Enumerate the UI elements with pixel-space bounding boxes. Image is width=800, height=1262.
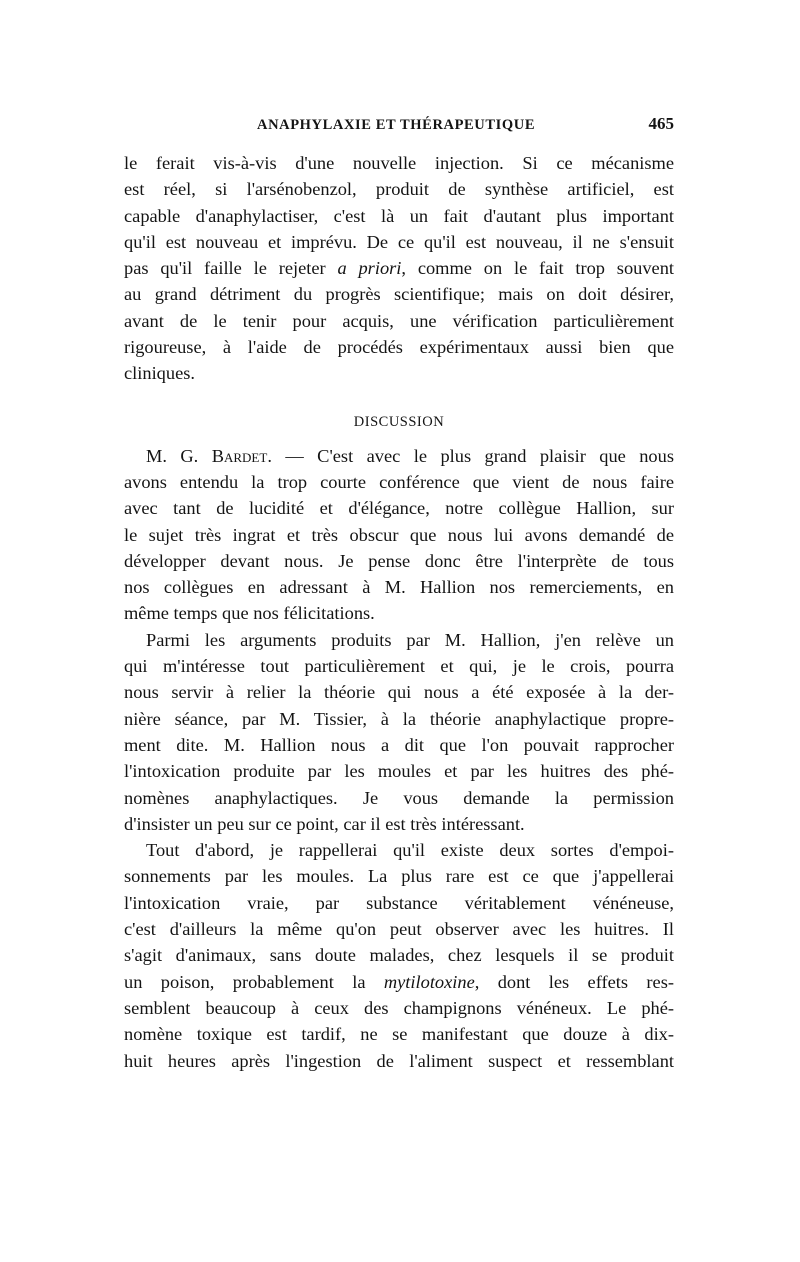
italic-term: mytilotoxine (383, 971, 475, 992)
text-fragment: un poison, probablement la (124, 971, 384, 992)
text-line: nomènes anaphylactiques. Je vous demande la permission (124, 787, 674, 808)
text-line (124, 255, 674, 281)
text-line: est réel, si l'arsénobenzol, produit de synthèse artificiel, est (124, 179, 674, 200)
intro-paragraph (124, 150, 674, 387)
text-line: c'est d'ailleurs la même qu'on peut observer avec les huitres. Il (124, 919, 674, 940)
discussion-paragraph-1 (124, 443, 674, 627)
text-line (124, 969, 674, 995)
text-line: qu'il est nouveau et imprévu. De ce qu'il est nouveau, il ne s'ensuit (124, 231, 674, 252)
speaker-suffix: . — C'est avec le plus grand plaisir que nous (267, 445, 674, 466)
text-line: avons entendu la trop courte conférence que vient de nous faire (124, 471, 674, 492)
discussion-paragraph-3 (124, 837, 674, 1074)
text-line: nière séance, par M. Tissier, à la théorie anaphylactique propre- (124, 708, 674, 729)
text-line: ment dite. M. Hallion nous a dit que l'on pouvait rapprocher (124, 734, 674, 755)
text-line: capable d'anaphylactiser, c'est là un fait d'autant plus important (124, 205, 674, 226)
discussion-paragraph-2 (124, 627, 674, 837)
text-line: au grand détriment du progrès scientifique; mais on doit désirer, (124, 284, 674, 305)
text-line: semblent beaucoup à ceux des champignons vénéneux. Le phé- (124, 997, 674, 1018)
running-title: ANAPHYLAXIE ET THÉRAPEUTIQUE (257, 117, 536, 133)
text-line: nous servir à relier la théorie qui nous a été exposée à la der- (124, 682, 674, 703)
text-line: d'insister un peu sur ce point, car il est très intéressant. (124, 813, 525, 834)
running-head (124, 114, 674, 137)
text-line: qui m'intéresse tout particulièrement et qui, je le crois, pourra (124, 656, 674, 677)
text-line: s'agit d'animaux, sans doute malades, chez lesquels il se produit (124, 945, 674, 966)
text-fragment: pas qu'il faille le rejeter (124, 258, 338, 279)
text-fragment: , dont les effets res- (474, 971, 674, 992)
text-line: Parmi les arguments produits par M. Hallion, j'en relève un (146, 629, 674, 650)
text-line (124, 443, 674, 469)
discussion-heading: DISCUSSION (353, 413, 445, 430)
text-line: nos collègues en adressant à M. Hallion nos remerciements, en (124, 577, 674, 598)
text-line: huit heures après l'ingestion de l'aliment suspect et ressemblant (124, 1050, 674, 1071)
text-line: le sujet très ingrat et très obscur que nous lui avons demandé de (124, 524, 674, 545)
text-line: l'intoxication vraie, par substance véritablement vénéneuse, (124, 892, 674, 913)
text-line: nomène toxique est tardif, ne se manifestant que douze à dix- (124, 1024, 674, 1045)
text-line: développer devant nous. Je pense donc être l'interprète de tous (124, 550, 674, 571)
italic-term: a priori (337, 258, 402, 279)
text-line: avant de le tenir pour acquis, une vérification particulièrement (124, 310, 674, 331)
text-line: Tout d'abord, je rappellerai qu'il existe deux sortes d'empoi- (146, 840, 674, 861)
text-line: même temps que nos félicitations. (124, 603, 375, 624)
page-number: 465 (648, 114, 674, 133)
text-fragment: , comme on le fait trop souvent (401, 258, 674, 279)
text-line: avec tant de lucidité et d'élégance, notre collègue Hallion, sur (124, 498, 674, 519)
speaker-name: Bardet (211, 445, 268, 466)
text-line: cliniques. (124, 363, 195, 384)
text-line: sonnements par les moules. La plus rare est ce que j'appellerai (124, 866, 674, 887)
speaker-prefix: M. G. (146, 445, 212, 466)
text-line: le ferait vis-à-vis d'une nouvelle injection. Si ce mécanisme (124, 153, 674, 173)
text-line: rigoureuse, à l'aide de procédés expérimentaux aussi bien que (124, 337, 674, 358)
text-block (124, 150, 674, 1074)
text-line: l'intoxication produite par les moules et par les huitres des phé- (124, 761, 674, 782)
